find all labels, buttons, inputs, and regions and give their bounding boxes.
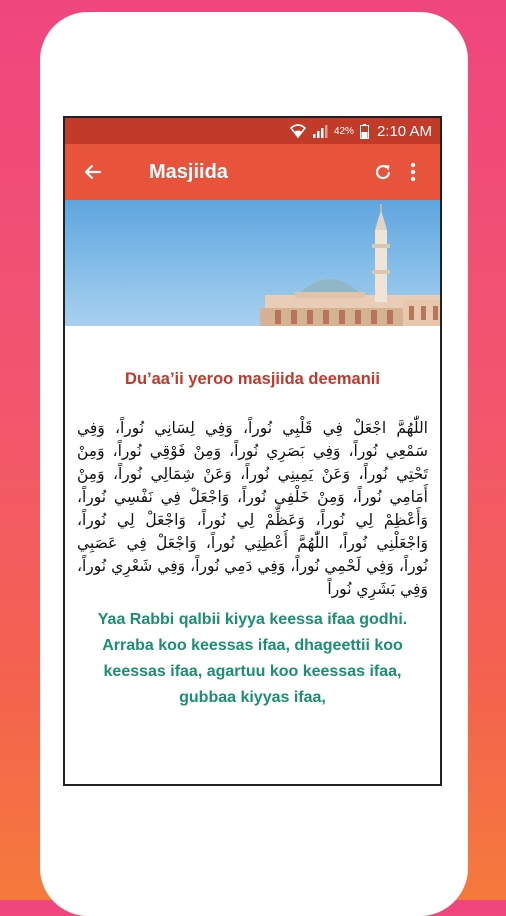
signal-icon [312, 124, 328, 138]
dua-heading: Du’aa’ii yeroo masjiida deemanii [125, 370, 380, 388]
status-bar [65, 118, 440, 144]
battery-percent: 42% [333, 125, 354, 137]
mosque-banner-image [65, 200, 440, 326]
app-bar [65, 144, 440, 200]
app-screen [63, 116, 442, 786]
translation-text: Yaa Rabbi qalbii kiyya keessa ifaa godhi. Arraba koo keessas ifaa, dhageettii koo keessas ifaa, agartuu koo keessas ifaa, gubbaa kiyyas ifaa, [97, 611, 408, 706]
wifi-icon [290, 124, 306, 138]
page-title: Masjiida [149, 160, 228, 183]
dua-content [65, 370, 440, 711]
more-vert-icon[interactable] [398, 156, 428, 188]
battery-icon [360, 124, 369, 139]
refresh-icon[interactable] [368, 156, 398, 188]
back-arrow-icon[interactable] [77, 156, 109, 188]
status-time: 2:10 AM [376, 122, 432, 140]
arabic-text: اللّٰهُمَّ اجْعَلْ فِي قَلْبِي نُوراً، وَفِي لِسَانِي نُوراً، وَفِي سَمْعِي نُوراً، وَفِي بَصَرِي نُوراً، وَمِنْ فَوْقِي نُوراً، وَمِنْ تَحْتِي نُوراً، وَعَنْ يَمِينِي نُوراً، وَعَنْ شِمَالِي نُوراً، وَمِنْ أَمَامِي نُوراً، وَمِنْ خَلْفِي نُوراً، وَاجْعَلْ فِي نَفْسِي نُوراً، وَأَعْظِمْ لِي نُوراً، وَعَظِّمْ لِي نُوراً، وَاجْعَلْ لِي نُوراً، وَاجْعَلْنِي نُوراً، اللّٰهُمَّ أَعْطِنِي نُوراً، وَاجْعَلْ فِي عَصَبِي نُوراً، وَفِي لَحْمِي نُوراً، وَفِي دَمِي نُوراً، وَفِي شَعْرِي نُوراً، وَفِي بَشَرِي نُوراً [77, 419, 428, 598]
